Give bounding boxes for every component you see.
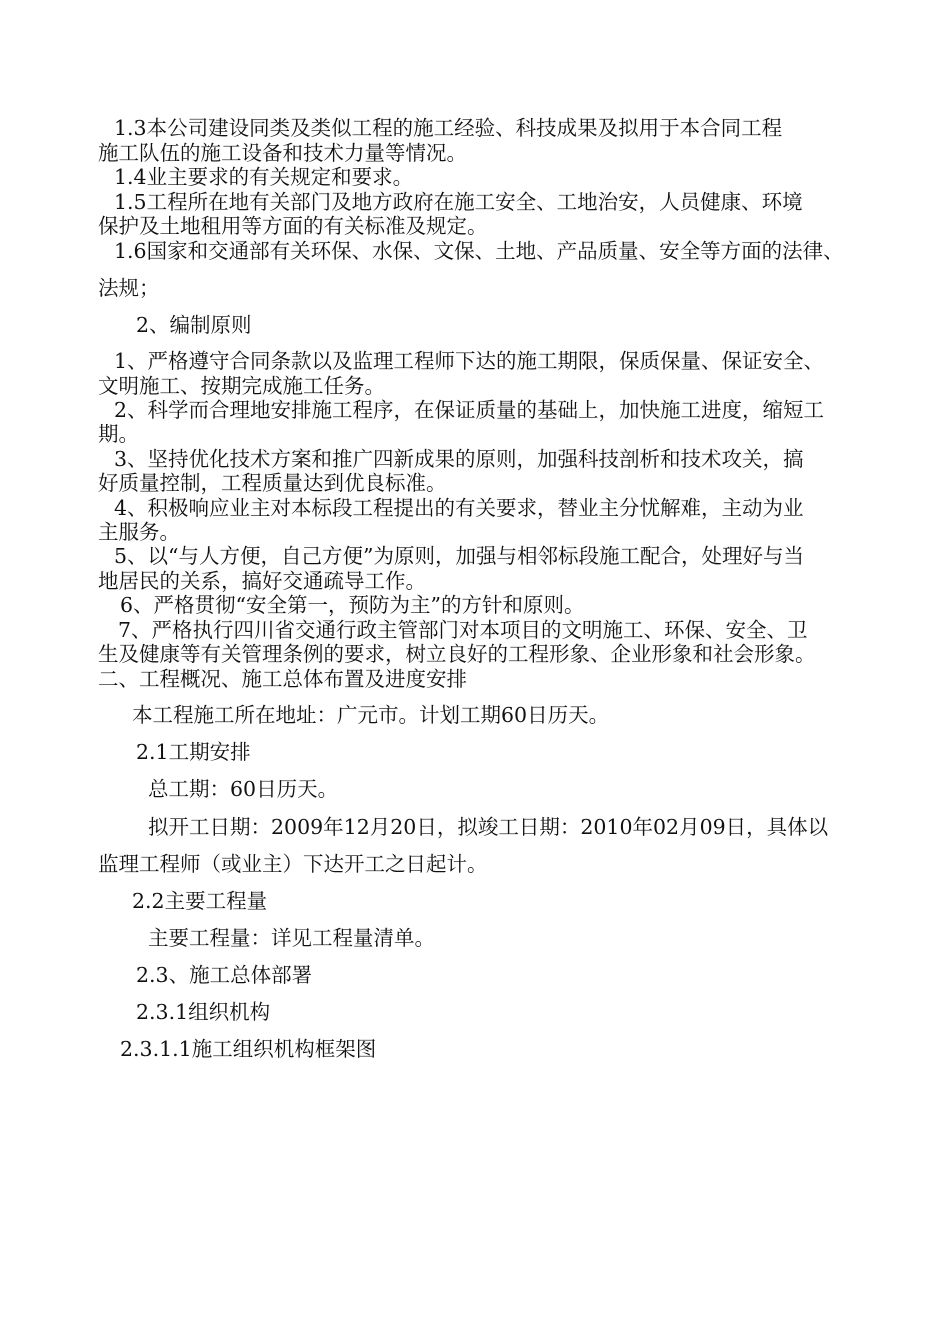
text-line: 7、严格执行四川省交通行政主管部门对本项目的文明施工、环保、安全、卫: [118, 618, 808, 642]
subsection-heading: 2.1工期安排: [136, 740, 251, 764]
text-line: 主服务。: [98, 520, 180, 544]
text-line: 法规；: [98, 276, 160, 300]
text-line: 本工程施工所在地址：广元市。计划工期60日历天。: [132, 703, 610, 727]
text-line: 施工队伍的施工设备和技术力量等情况。: [98, 141, 467, 165]
subsection-heading: 2.2主要工程量: [132, 889, 268, 913]
text-line: 2、科学而合理地安排施工程序，在保证质量的基础上，加快施工进度，缩短工: [114, 398, 825, 422]
text-line: 保护及土地租用等方面的有关标准及规定。: [98, 214, 488, 238]
text-line: 主要工程量：详见工程量清单。: [148, 926, 435, 950]
subsection-heading: 2.3.1.1施工组织机构框架图: [120, 1037, 377, 1061]
text-line: 1.6国家和交通部有关环保、水保、文保、土地、产品质量、安全等方面的法律、: [114, 239, 844, 263]
subsection-heading: 2.3.1组织机构: [136, 1000, 271, 1024]
text-line: 生及健康等有关管理条例的要求，树立良好的工程形象、企业形象和社会形象。: [98, 642, 816, 666]
text-line: 1、严格遵守合同条款以及监理工程师下达的施工期限，保质保量、保证安全、: [114, 349, 825, 373]
subsection-heading: 2.3、施工总体部署: [136, 963, 313, 987]
text-line: 拟开工日期：2009年12月20日，拟竣工日期：2010年02月09日，具体以: [148, 815, 829, 839]
text-line: 1.3本公司建设同类及类似工程的施工经验、科技成果及拟用于本合同工程: [114, 116, 783, 140]
text-line: 5、以“与人方便，自己方便”为原则，加强与相邻标段施工配合，处理好与当: [114, 544, 805, 568]
text-line: 6、严格贯彻“安全第一，预防为主”的方针和原则。: [120, 593, 585, 617]
text-line: 地居民的关系，搞好交通疏导工作。: [98, 569, 426, 593]
text-line: 好质量控制，工程质量达到优良标准。: [98, 471, 447, 495]
text-line: 4、积极响应业主对本标段工程提出的有关要求，替业主分忧解难，主动为业: [114, 496, 804, 520]
text-line: 3、坚持优化技术方案和推广四新成果的原则，加强科技剖析和技术攻关，搞: [114, 447, 804, 471]
text-line: 期。: [98, 422, 139, 446]
section-heading: 二、工程概况、施工总体布置及进度安排: [98, 667, 467, 691]
text-line: 1.5工程所在地有关部门及地方政府在施工安全、工地治安，人员健康、环境: [114, 190, 803, 214]
text-line: 1.4业主要求的有关规定和要求。: [114, 165, 414, 189]
text-line: 监理工程师（或业主）下达开工之日起计。: [98, 852, 488, 876]
text-line: 文明施工、按期完成施工任务。: [98, 374, 385, 398]
text-line: 总工期：60日历天。: [148, 777, 339, 801]
section-heading: 2、编制原则: [136, 313, 252, 337]
